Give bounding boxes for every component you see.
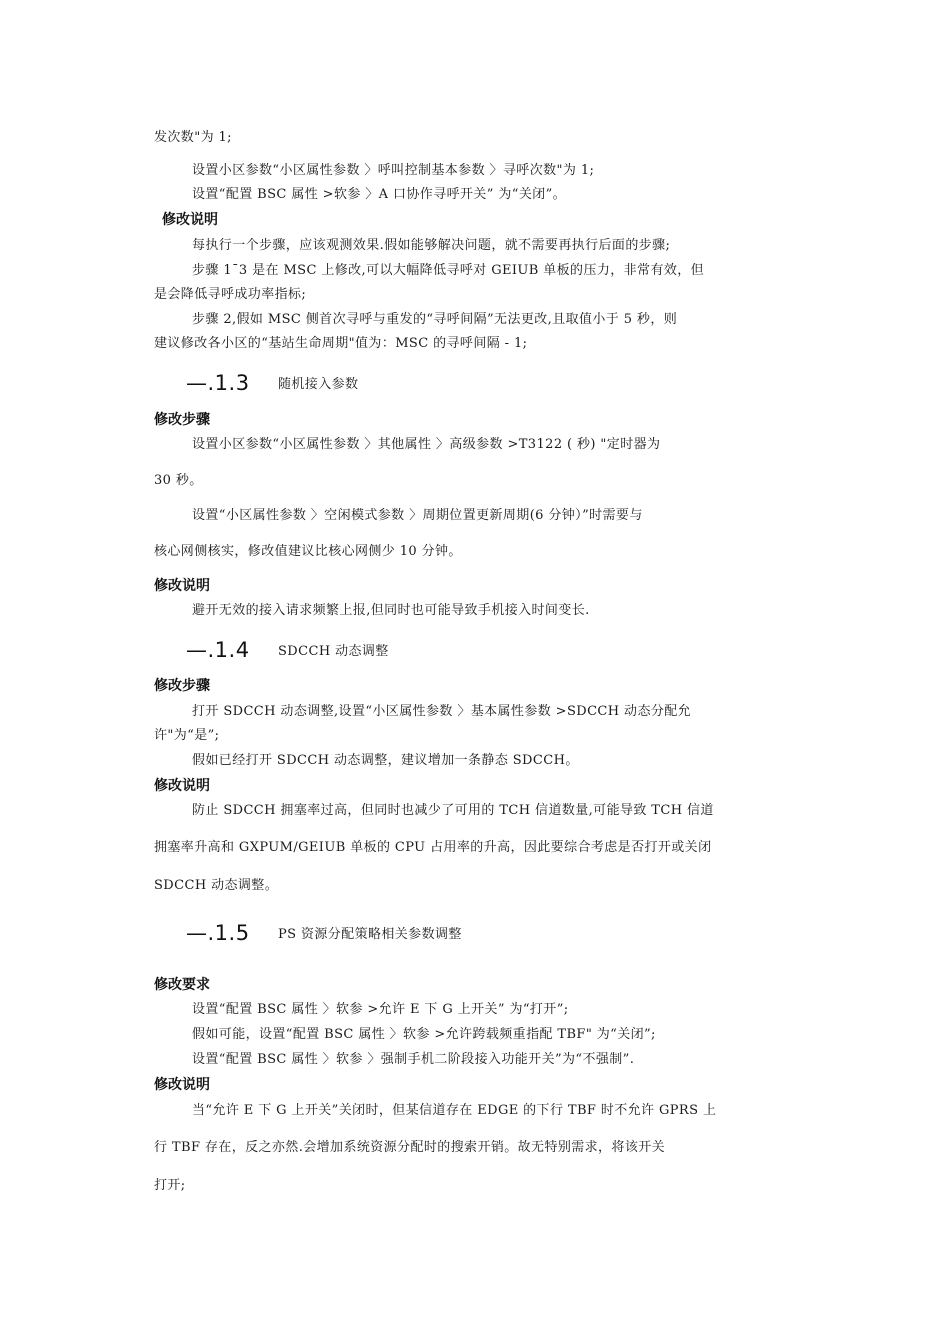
body-line: 许"为“是”; — [154, 728, 220, 743]
body-line: 打开; — [154, 1178, 186, 1193]
body-line: 步骤 2,假如 MSC 侧首次寻呼与重发的“寻呼间隔”无法更改,且取值小于 5 秒，则 — [192, 312, 678, 327]
body-line: 拥塞率升高和 GXPUM/GEIUB 单板的 CPU 占用率的升高，因此要综合考虑是否打开或关闭 — [154, 840, 712, 855]
heading-number: —.1.3 — [186, 371, 250, 395]
heading-title: 随机接入参数 — [278, 377, 359, 392]
body-line: 避开无效的接入请求频繁上报,但同时也可能导致手机接入时间变长. — [192, 603, 590, 618]
body-line: 步骤 1¯3 是在 MSC 上修改,可以大幅降低寻呼对 GEIUB 单板的压力，非常有效，但 — [192, 263, 705, 278]
heading-title: PS 资源分配策略相关参数调整 — [278, 927, 462, 942]
section-label: 修改步骤 — [154, 678, 210, 694]
body-line: 假如可能，设置“配置 BSC 属性 〉软参 >允许跨载频重指配 TBF" 为“关闭”; — [192, 1027, 656, 1042]
section-label: 修改说明 — [162, 212, 218, 228]
body-line: 设置“小区属性参数 〉空闲模式参数 〉周期位置更新周期(6 分钟）”时需要与 — [192, 508, 643, 523]
section-label: 修改说明 — [154, 578, 210, 594]
body-line: 设置小区参数“小区属性参数 〉其他属性 〉高级参数 >T3122 ( 秒) "定时器为 — [192, 437, 661, 452]
body-line: 设置“配置 BSC 属性 〉软参 >允许 E 下 G 上开关” 为“打开”; — [192, 1002, 569, 1017]
body-line: 核心网侧核实，修改值建议比核心网侧少 10 分钟。 — [154, 544, 462, 559]
heading-number: —.1.4 — [186, 638, 250, 662]
body-line: 当“允许 E 下 G 上开关”关闭时，但某信道存在 EDGE 的下行 TBF 时不允许 GPRS 上 — [192, 1103, 717, 1118]
section-label: 修改说明 — [154, 778, 210, 794]
heading-number: —.1.5 — [186, 921, 250, 945]
body-line: 设置“配置 BSC 属性 〉软参 〉强制手机二阶段接入功能开关”为“不强制”. — [192, 1052, 635, 1067]
body-line: 发次数"为 1; — [154, 130, 232, 145]
body-line: 打开 SDCCH 动态调整,设置“小区属性参数 〉基本属性参数 >SDCCH 动态分配允 — [192, 704, 692, 719]
section-label: 修改要求 — [154, 977, 210, 993]
body-line: 30 秒。 — [154, 473, 203, 488]
body-line: 建议修改各小区的“基站生命周期"值为：MSC 的寻呼间隔 - 1; — [154, 336, 528, 351]
body-line: 防止 SDCCH 拥塞率过高，但同时也减少了可用的 TCH 信道数量,可能导致 TCH 信道 — [192, 803, 714, 818]
body-line: 行 TBF 存在，反之亦然.会增加系统资源分配时的搜索开销。故无特别需求，将该开关 — [154, 1140, 666, 1155]
body-line: 设置“配置 BSC 属性 >软参 〉A 口协作寻呼开关” 为“关闭”。 — [192, 187, 567, 202]
body-line: 每执行一个步骤，应该观测效果.假如能够解决问题，就不需要再执行后面的步骤; — [192, 238, 671, 253]
section-label: 修改说明 — [154, 1077, 210, 1093]
body-line: 设置小区参数“小区属性参数 〉呼叫控制基本参数 〉寻呼次数"为 1; — [192, 163, 595, 178]
body-line: SDCCH 动态调整。 — [154, 878, 279, 893]
body-line: 假如已经打开 SDCCH 动态调整，建议增加一条静态 SDCCH。 — [192, 753, 579, 768]
heading-title: SDCCH 动态调整 — [278, 644, 389, 659]
section-label: 修改步骤 — [154, 412, 210, 428]
body-line: 是会降低寻呼成功率指标; — [154, 287, 307, 302]
